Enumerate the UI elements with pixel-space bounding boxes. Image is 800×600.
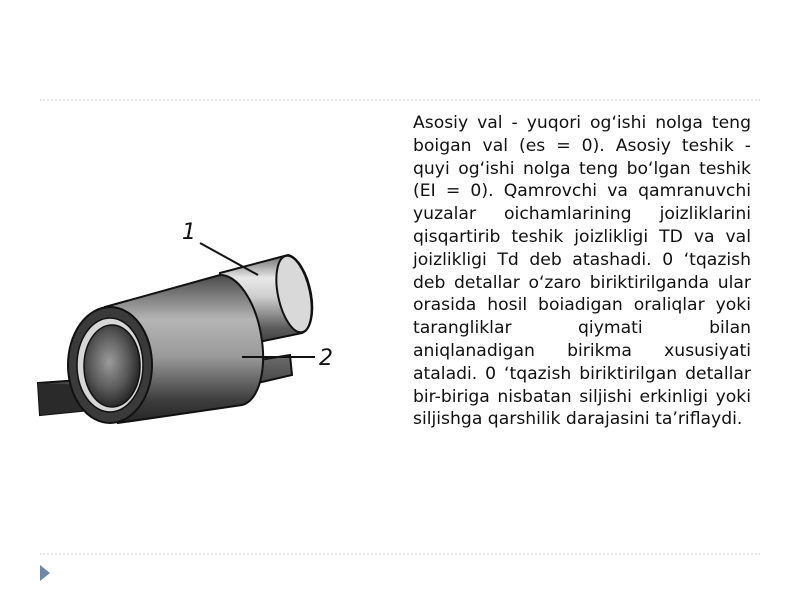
- body-paragraph: Asosiy val - yuqori og‘ishi nolga teng boigan val (es = 0). Asosiy teshik - quyi og‘ishi nolga teng bo‘lgan teshik (EI = 0). Qamrovchi va qamranuvchi yuzalar oichamlarining joizliklarini qisqartirib teshik joizlikligi TD va val joizlikligi Td deb atashadi. 0 ‘tqazish deb detallar o‘zaro biriktirilganda ular orasida hosil boiadigan oraliqlar yoki tarangliklar qiymati bilan aniqlanadigan birikma xususiyati ataladi. 0 ‘tqazish biriktirilgan detallar bir-biriga nisbatan siljishi erkinligi yoki siljishga qarshilik darajasini ta’riflaydi.: [413, 113, 751, 430]
- shaft-in-bore-illustration: [30, 205, 370, 440]
- callout-label-2: 2: [319, 346, 333, 371]
- top-divider: [40, 99, 760, 101]
- triangle-right-icon: [40, 565, 50, 581]
- bottom-divider: [40, 553, 760, 555]
- callout-label-1: 1: [182, 220, 196, 245]
- housing: [68, 275, 263, 423]
